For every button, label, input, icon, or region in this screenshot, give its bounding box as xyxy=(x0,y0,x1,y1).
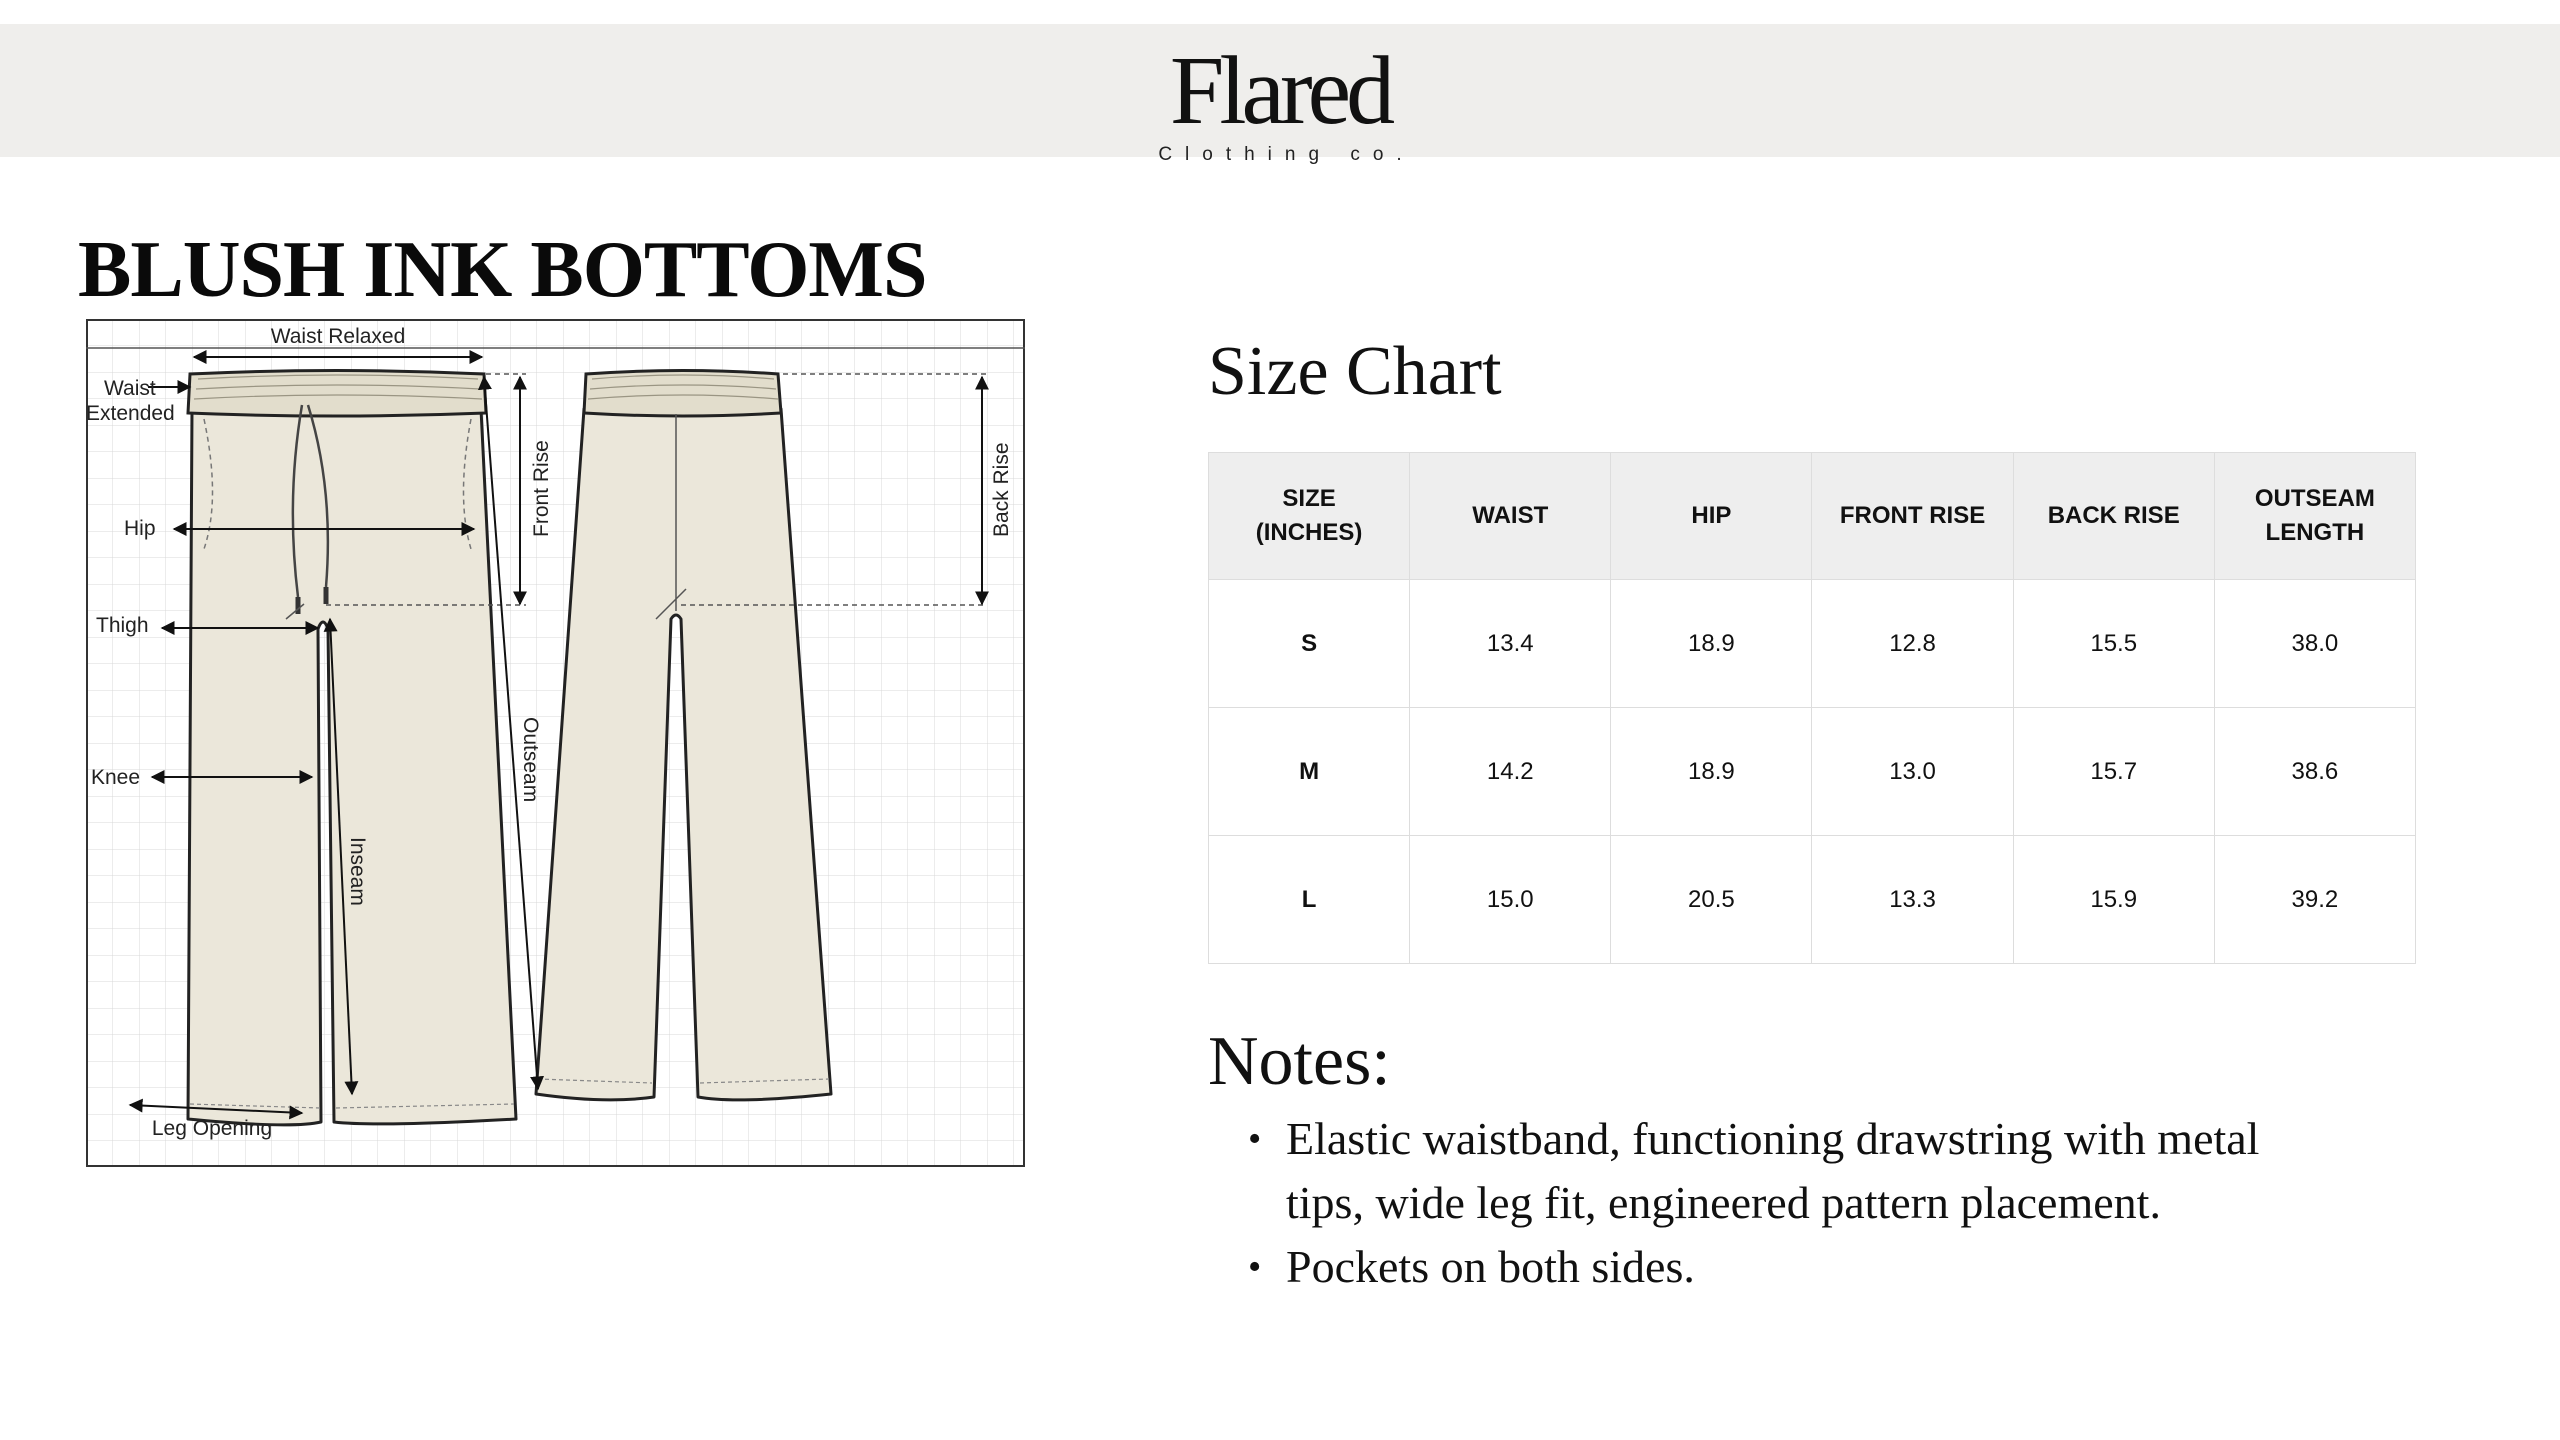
size-chart-table xyxy=(1208,452,2416,964)
cell-outseam: 38.0 xyxy=(2214,580,2415,708)
notes-list xyxy=(1240,1107,2360,1299)
cell-back-rise: 15.7 xyxy=(2013,708,2214,836)
label-back-rise: Back Rise xyxy=(990,442,1013,537)
list-item: • Elastic waistband, functioning drawstring with metal tips, wide leg fit, engineered pattern placement. xyxy=(1240,1107,2360,1235)
label-hip: Hip xyxy=(124,517,156,540)
header-waist: WAIST xyxy=(1410,453,1611,580)
label-leg-opening: Leg Opening xyxy=(151,1117,273,1140)
bullet-icon: • xyxy=(1248,1246,1262,1288)
size-chart-title: Size Chart xyxy=(1208,333,1502,410)
cell-waist: 15.0 xyxy=(1410,836,1611,964)
label-thigh: Thigh xyxy=(96,614,149,637)
cell-back-rise: 15.9 xyxy=(2013,836,2214,964)
brand-header xyxy=(0,24,2560,165)
cell-waist: 13.4 xyxy=(1410,580,1611,708)
table-row xyxy=(1209,708,2416,836)
label-knee: Knee xyxy=(91,766,141,789)
label-inseam: Inseam xyxy=(346,837,369,906)
cell-waist: 14.2 xyxy=(1410,708,1611,836)
notes-title: Notes: xyxy=(1208,1023,1391,1100)
header-front-rise: FRONT RISE xyxy=(1812,453,2013,580)
cell-outseam: 39.2 xyxy=(2214,836,2415,964)
header-outseam: OUTSEAM LENGTH xyxy=(2214,453,2415,580)
brand-logo: Flared xyxy=(1169,37,1391,145)
header-hip: HIP xyxy=(1611,453,1812,580)
cell-front-rise: 13.3 xyxy=(1812,836,2013,964)
cell-size: M xyxy=(1209,708,1410,836)
label-outseam: Outseam xyxy=(519,717,542,803)
cell-size: S xyxy=(1209,580,1410,708)
label-waist-extended-1: Waist xyxy=(104,377,156,400)
brand-tagline: Clothing co. xyxy=(1158,144,1415,165)
table-row xyxy=(1209,836,2416,964)
cell-hip: 18.9 xyxy=(1611,580,1812,708)
bullet-icon: • xyxy=(1248,1118,1262,1160)
cell-hip: 18.9 xyxy=(1611,708,1812,836)
table-row xyxy=(1209,580,2416,708)
cell-hip: 20.5 xyxy=(1611,836,1812,964)
product-title: BLUSH INK BOTTOMS xyxy=(78,226,927,314)
cell-front-rise: 13.0 xyxy=(1812,708,2013,836)
list-item: • Pockets on both sides. xyxy=(1240,1235,2360,1299)
label-waist-extended-2: Extended xyxy=(86,402,175,425)
header-back-rise: BACK RISE xyxy=(2013,453,2214,580)
header-size: SIZE (INCHES) xyxy=(1209,453,1410,580)
cell-size: L xyxy=(1209,836,1410,964)
table-header-row xyxy=(1209,453,2416,580)
cell-back-rise: 15.5 xyxy=(2013,580,2214,708)
measurement-diagram xyxy=(86,319,1025,1167)
label-waist-relaxed: Waist Relaxed xyxy=(270,325,406,348)
label-front-rise: Front Rise xyxy=(530,440,553,537)
cell-front-rise: 12.8 xyxy=(1812,580,2013,708)
cell-outseam: 38.6 xyxy=(2214,708,2415,836)
front-view-pants xyxy=(188,371,516,1125)
